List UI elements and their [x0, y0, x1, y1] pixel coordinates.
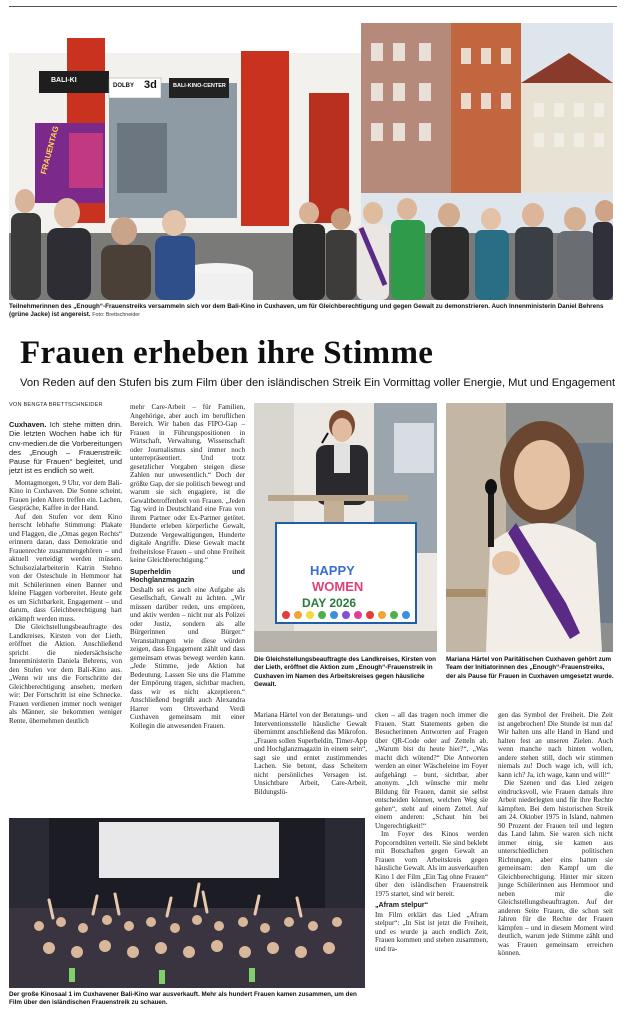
poster-line-happy: HAPPY	[310, 563, 355, 578]
lead-place: Cuxhaven.	[9, 420, 47, 429]
cinema-sign-center: BALI-KINO-CENTER	[173, 83, 226, 89]
column-5	[498, 711, 613, 958]
mid-left-caption: Die Gleichstellungsbeauftragte des Landkreises, Kirsten von der Lieth, eröffnet die Aktion zum „Enough“-Frauenstreik in Cuxhaven im Namen des Arbeitskreises gegen häusliche Gewalt.	[254, 656, 436, 689]
col4-subhead: „Afram stelpur“	[375, 901, 429, 909]
top-photo	[9, 23, 613, 300]
mid-right-photo-illustration	[446, 403, 613, 652]
cinema-sign-3d: 3d	[144, 79, 157, 91]
mid-right-caption: Mariana Härtel von Paritätischen Cuxhaven gehört zum Team der Initiatorinnen des „Enough“-Frauenstreiks, der als Pause für Frauen in Cuxhaven umgesetzt wurde.	[446, 656, 614, 680]
col1-para-1: Montagmorgen, 9 Uhr, vor dem Bali-Kino in Cuxhaven. Die Sonne scheint, Frauen jeden Alters treffen ein. Lachen, Gespräche, Kaffee in der Hand.	[9, 478, 122, 513]
bottom-photo-caption: Der große Kinosaal 1 im Cuxhavener Bali-Kino war ausverkauft. Mehr als hundert Frauen kamen zusammen, um den Film über den isländischen Frauenstreik zu schauen.	[9, 991, 357, 1007]
col1-para-2: Auf den Stufen vor dem Kino herrscht lebhafte Stimmung: Plakate und Flaggen, die „Omas gegen Rechts“ erinnern daran, dass Demokratie und Frauenrechte zusammengehören – und aktuell verteidigt werden müssen. Schulsozialarbeiterin Katrin Stehno von der Osteschule in Hemmoor hat mit Schülerinnen einen Banner und kleine Flaggen vorbereitet. Heute geht es um Sichtbarkeit, Engagement – und darum, dass Gleichberechtigung hart erkämpft werden muss.	[9, 512, 122, 623]
headline: Frauen erheben ihre Stimme	[20, 335, 434, 371]
top-rule	[9, 6, 617, 7]
column-1	[9, 420, 122, 725]
bottom-photo-illustration	[9, 818, 365, 988]
col3-para-1: Mariana Härtel von der Beratungs- und Interventionsstelle häusliche Gewalt übernimmt anschließend das Mikrofon. „Frauen sollen Superheldin, Timer-App und Hochglanzmagazin in einem sein“, sagt sie und erntet zustimmendes Lachen. Sie betont, dass Scheitern nicht persönliches Versagen ist. Unsichtbare Arbeit, Care-Arbeit, Bildungslü-	[254, 711, 367, 796]
poster-line-women: WOMEN	[312, 579, 364, 594]
col4-para-2: Im Foyer des Kinos werden Popcorndtüten verteilt. Sie sind beklebt mit Botschaften gegen Gewalt an Frauen vom Arbeitskreis gegen häusliche Gewalt. Als im ausverkauften Kino 1 der Film „Ein Tag ohne Frauen“ über den isländischen Frauenstreik 1975 startet, sind wir bereit.	[375, 830, 488, 898]
subhead: Von Reden auf den Stufen bis zum Film über den isländischen Streik Ein Vormittag voller Energie, Mut und Engagement	[20, 377, 616, 389]
col5-para-2: Die Szenen und das Lied zeigen eindrucksvoll, wie Frauen damals ihre Arbeit niederlegten und für ihre Rechte kämpften. Bei dem historischen Streik am 24. Oktober 1975 in Island, nahmen 90 Prozent der Frauen teil und legten das Land lahm. Sie waren sich nicht immer einig, sie kamen aus unterschiedlichen politischen Richtungen, aber eins hatten sie gemeinsam: den Kampf um die Gleichberechtigung. Hinter mir sitzen junge Schülerinnen aus Hemmoor und neben mir die Gleichstellungsbeauftragten. Auf der anderen Seite Frauen, die schon seit Jahren für die Rechte der Frauen kämpfen – und in diesem Moment wird deutlich, warum jede Stimme zählt und was Frauen gemeinsam erreichen können.	[498, 779, 613, 957]
author-line: VON BENGTA BRETTSCHNEIDER	[9, 402, 103, 408]
column-2	[130, 403, 245, 730]
mid-left-photo-illustration	[254, 403, 437, 652]
top-photo-caption-text: Teilnehmerinnen des „Enough“-Frauenstreiks versammeln sich vor dem Bali-Kino in Cuxhaven, um für Gleichberechtigung und gegen Gewalt zu demonstrieren. Auch Innenministerin Daniel Behrens (grüne Jacke) ist angereist.	[9, 303, 604, 319]
mid-left-photo	[254, 403, 437, 652]
top-photo-illustration	[9, 23, 613, 300]
column-4	[375, 711, 488, 953]
col4-para-3: Im Film erklärt das Lied „Afram stelpur“: „In Sist ist jetzt die Freiheit, und es wurde ja auch endlich Zeit, Frauen kommen und stehen zusammen, und tra-	[375, 910, 488, 953]
top-photo-caption	[9, 303, 615, 320]
banner-text: FRAUENTAG	[39, 125, 61, 176]
cinema-sign-bali: BALI-KI	[51, 77, 77, 84]
column-3	[254, 711, 367, 796]
col2-para-2: Deshalb sei es auch eine Aufgabe als Gesellschaft, Gewalt zu ächten. „Wir müssen darüber reden, uns empören, und aktiv werden – nicht nur als Polizei oder Justiz, sondern als alle Bürgerinnen und Bürger.“ Veranstaltungen wie diese würden zeigen, dass Engagement zählt und dass gemeinsam etwas bewegt werden kann. „Jede Stimme, jede Aktion hat Bedeutung. Lassen Sie uns die Flamme der Empörung tragen, sichtbar machen, dass wir es nicht akzeptieren.“ Anschließend begrüßt auch Alexandra Harrer vom Ortsverband Verdi Cuxhaven gemeinsam mit einer Kollegin die anwesenden Frauen.	[130, 585, 245, 730]
col5-para-1: gen das Symbol der Freiheit. Die Zeit ist angebrochen! Die Stunde ist nun da! Wir halten uns alle Hand in Hand und halten fest an unseren Zielen. Auch wenn manche nach hinten wollen, andere stehen still, doch wir stimmen niemals zu! Doch wage ich, will ich, kann ich? Ja, ich wage, kann und will!“	[498, 711, 613, 779]
col4-para-1: cken – all das tragen noch immer die Frauen. Statt Statements geben die Besucherinnen Antworten auf Fragen über QR-Code oder auf Zetteln ab. „Warum bist du heute hier?“, „Was macht dich wütend?“ Die Antworten werden an einer Wäscheleine im Foyer aufgehängt – bunt, sichtbar, aber anonym. „Ich wünsche mir mehr Bildung für Frauen, damit sie selbst entscheiden können, welchen Weg sie gehen“, steht auf einem Zettel. Auf einem anderen: „Schaut hin bei Ungerechtigkeit!“	[375, 711, 488, 830]
bottom-photo	[9, 818, 365, 988]
col1-para-3: Die Gleichstellungsbeauftragte des Landkreises, Kirsten von der Lieth, eröffnet die Aktion. Anschließend spricht die niedersächsische Innenministerin Daniela Behrens, von den Stufen vor dem Bali-Kino aus. „Wenn wir uns die Fortschritte der Gleichberechtigung ansehen, merken wir: Der Fortschritt ist eine Schnecke. Frauen verdienen immer noch weniger als Männer, sie bekommen weniger Rente, übernehmen deutlich	[9, 623, 122, 725]
cinema-sign-dolby: DOLBY	[113, 83, 134, 89]
lead-paragraph	[9, 420, 122, 476]
lead-text: Ich stehe mitten drin. Die letzten Wochen habe ich für cnv-medien.de die Vorbereitungen des „Enough – Frauenstreik: Pause für Frauen“ begleitet, und jetzt ist es endlich so weit.	[9, 420, 122, 476]
top-photo-credit: Foto: Brettschneider	[92, 312, 140, 319]
col2-subhead: Superheldin und Hochglanzmagazin	[130, 567, 245, 584]
mid-right-photo	[446, 403, 613, 652]
col2-para-1: mehr Care-Arbeit – für Familien, Angehörige, aber auch im beruflichen Bereich. Wir haben das FIPO-Gap – Frauen in Führungspositionen in Wirtschaft, Verwaltung, Wissenschaft oder Journalismus sind immer noch unterrepräsentiert. Und trotz gesetzlicher Vorgaben steigen diese Zahlen nur unwesentlich.“ Doch der größte Gap, der sie politisch bewegt und warum sie sich engagiere, ist die Gewaltbetroffenheit von Frauen. „Jeden Tag wird in Deutschland eine Frau von ihrem Partner oder Ex-Partner getötet. Hunderte erleben körperliche Gewalt, Dutzende Vergewaltigungen, Hunderte digitale Angriffe. Diese Gewalt macht freiheitslose Frauen – und ohne Freiheit keine Gleichberechtigung.“	[130, 403, 245, 564]
poster-line-day: DAY 2026	[302, 596, 357, 610]
